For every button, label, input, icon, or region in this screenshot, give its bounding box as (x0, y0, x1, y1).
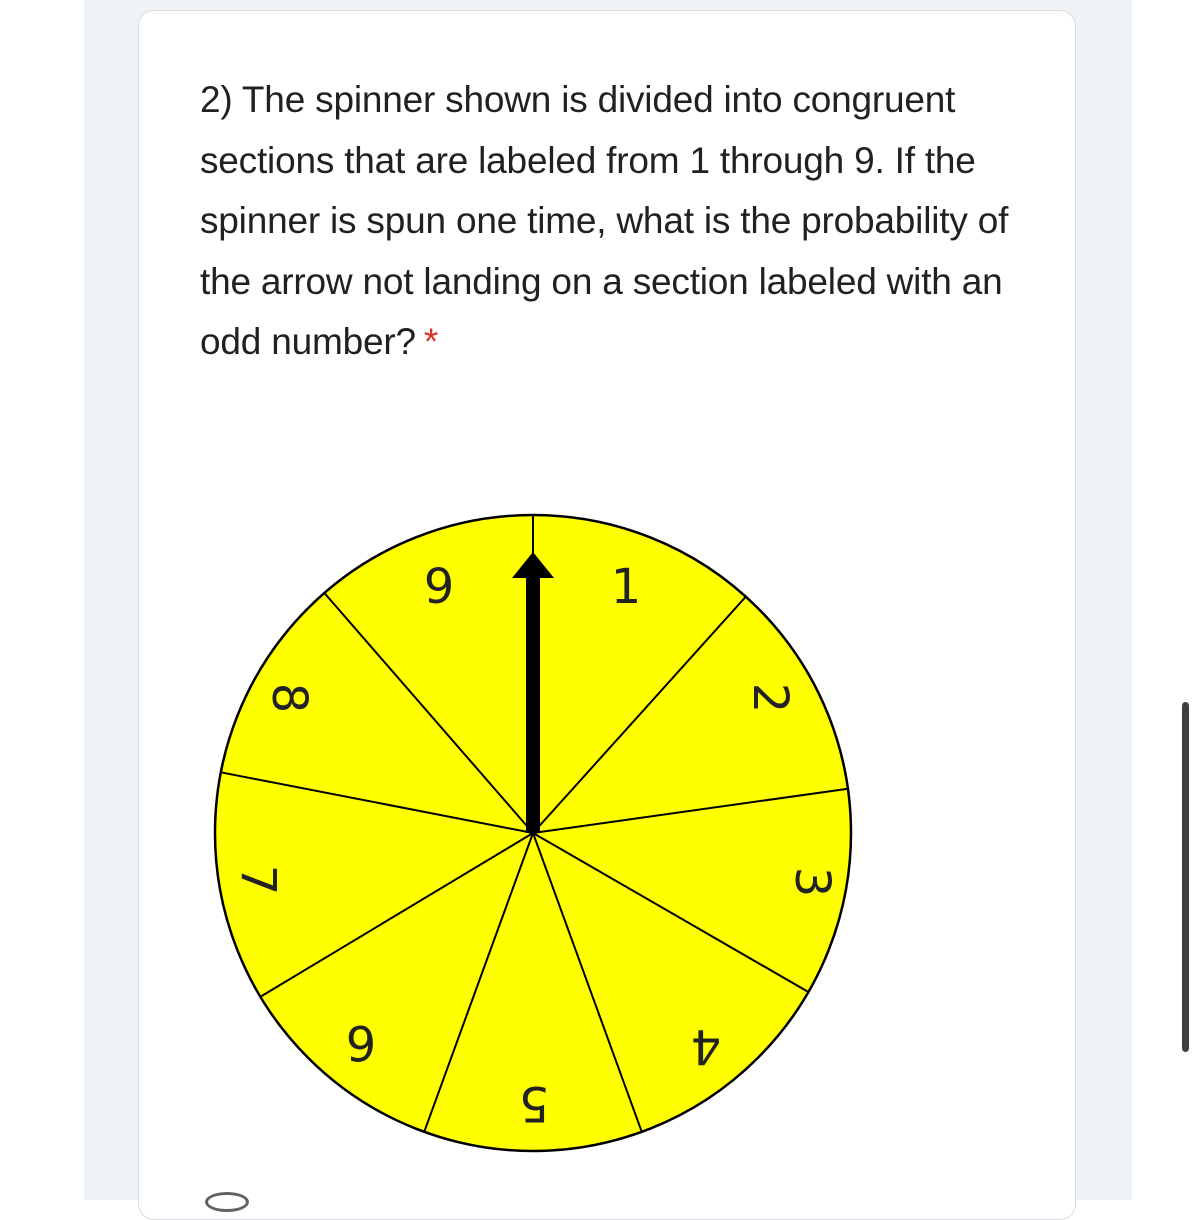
spinner-label-3: 3 (784, 866, 840, 898)
spinner-label-7: 7 (230, 864, 286, 896)
spinner-label-9: 9 (423, 559, 455, 615)
radio-option-icon[interactable] (205, 1192, 249, 1212)
question-label: 2) The spinner shown is divided into congruent sections that are labeled from 1 through 9. If the spinner is spun one time, what is the probability of the arrow not landing on a section labeled with an odd number? (200, 79, 1009, 362)
spinner-label-1: 1 (610, 559, 642, 615)
question-text (200, 70, 1020, 373)
spinner-label-2: 2 (742, 682, 798, 714)
spinner-label-4: 4 (690, 1018, 722, 1074)
spinner-image (200, 500, 870, 1200)
spinner-label-5: 5 (518, 1075, 550, 1131)
spinner-label-6: 6 (345, 1014, 377, 1070)
scrollbar-thumb[interactable] (1182, 702, 1189, 1052)
spinner-label-8: 8 (261, 682, 317, 714)
required-asterisk: * (423, 321, 439, 362)
